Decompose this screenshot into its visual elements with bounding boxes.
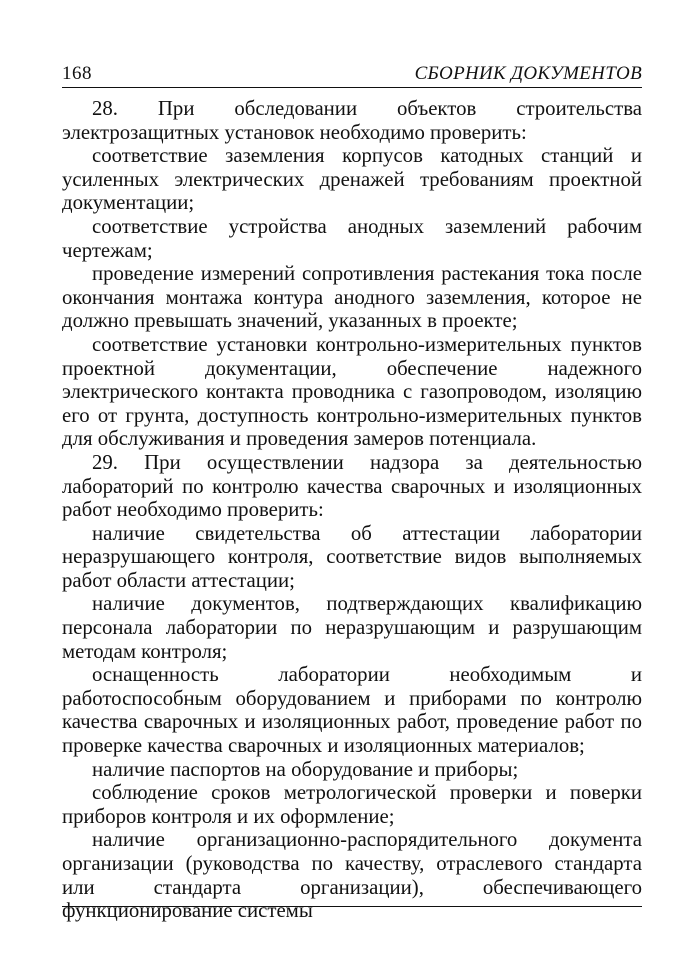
running-title: СБОРНИК ДОКУМЕНТОВ <box>414 63 642 84</box>
paragraph-28-intro: 28. При обследовании объектов строительства электрозащитных установок необходимо проверить: <box>62 97 642 144</box>
paragraph-item: оснащенность лаборатории необходимым и работоспособным оборудованием и приборами по контролю качества сварочных и изоляционных работ, проведение работ по проверке качества сварочных и изоляционных материалов; <box>62 663 642 758</box>
paragraph-29-intro: 29. При осуществлении надзора за деятельностью лабораторий по контролю качества сварочных и изоляционных работ необходимо проверить: <box>62 450 642 522</box>
page-header <box>62 62 642 88</box>
footer-rule <box>62 906 642 907</box>
paragraph-item: соответствие устройства анодных заземлений рабочим чертежам; <box>62 214 642 262</box>
paragraph-item: наличие документов, подтверждающих квалификацию персонала лаборатории по неразрушающим и разрушающим методам контроля; <box>62 592 642 663</box>
paragraph-item: наличие паспортов на оборудование и приборы; <box>92 757 519 781</box>
paragraph-item: проведение измерений сопротивления растекания тока после окончания монтажа контура анодного заземления, которое не должно превышать значений, указанных в проекте; <box>62 262 642 333</box>
paragraph-item: наличие организационно-распорядительного документа организации (руководства по качеству, отраслевого стандарта или стандарта организации), обеспечивающего функционирование системы <box>62 828 642 923</box>
body-text <box>62 97 642 923</box>
document-page <box>62 62 642 923</box>
paragraph-item: соответствие установки контрольно-измерительных пунктов проектной документации, обеспечение надежного электрического контакта проводника с газопроводом, изоляцию его от грунта, доступность контрольно-измерительных пунктов для обслуживания и проведения замеров потенциала. <box>62 332 642 451</box>
paragraph-item: наличие свидетельства об аттестации лаборатории неразрушающего контроля, соответствие видов выполняемых работ области аттестации; <box>62 521 642 592</box>
page-number: 168 <box>62 63 92 84</box>
paragraph-item: соблюдение сроков метрологической проверки и поверки приборов контроля и их оформление; <box>62 781 642 828</box>
paragraph-item: соответствие заземления корпусов катодных станций и усиленных электрических дренажей требованиям проектной документации; <box>62 144 642 215</box>
